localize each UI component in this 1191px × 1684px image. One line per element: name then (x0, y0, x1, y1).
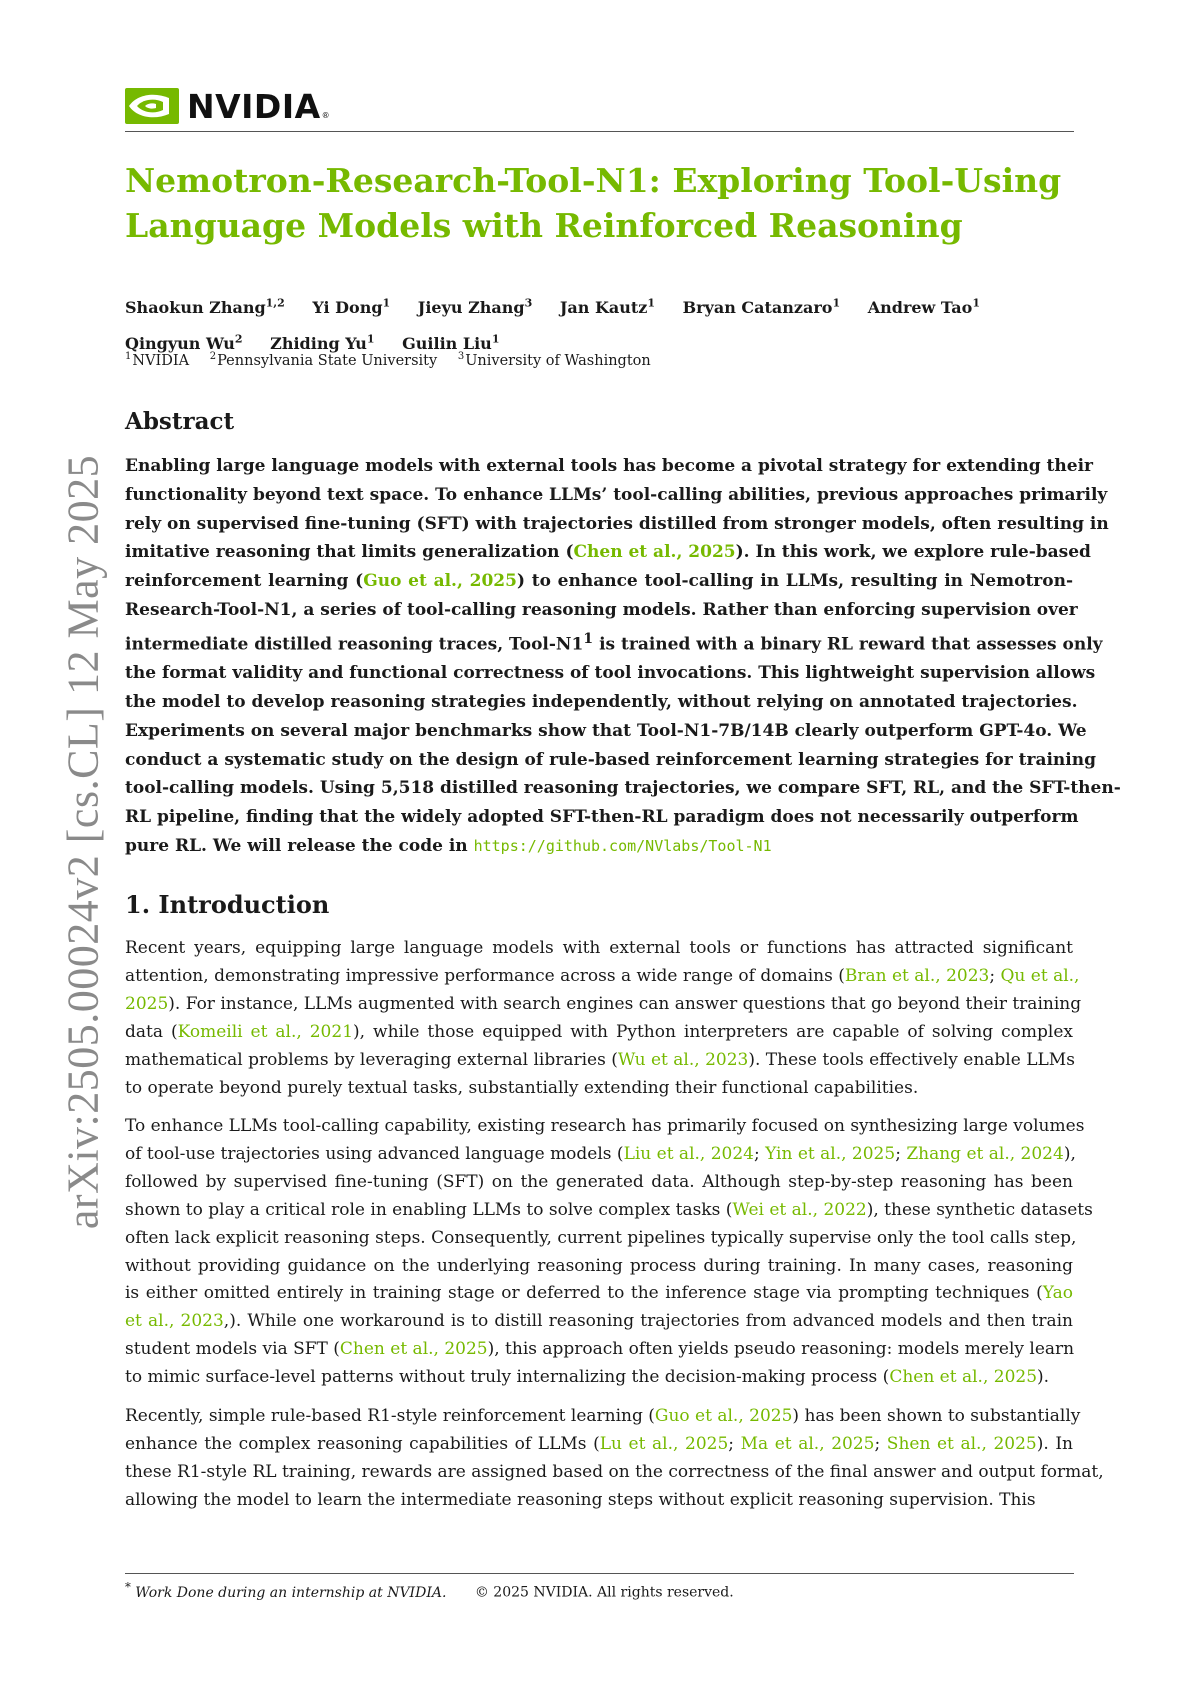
text-line: RL pipeline, finding that the widely adopted SFT-then-RL paradigm does not necessarily outperform (125, 807, 1079, 828)
author: Andrew Tao$^1$ (867, 297, 980, 318)
text-line: followed by supervised fine-tuning (SFT) on the generated data. Although step-by-step reasoning has been (125, 1171, 1073, 1192)
text-line: the model to develop reasoning strategies independently, without relying on annotated trajectories. (125, 692, 1078, 713)
text-line: conduct a systematic study on the design of rule-based reinforcement learning strategies for training (125, 749, 1096, 770)
citation-link[interactable]: Qu et al., (1000, 965, 1080, 986)
citation-link[interactable]: Komeili et al., 2021 (177, 1021, 354, 1042)
citation-link[interactable]: 2025 (125, 993, 169, 1014)
author-list (125, 288, 1075, 359)
text-line (125, 1141, 1076, 1169)
text-line (125, 1047, 1073, 1075)
introduction-paragraph-2 (125, 1113, 1093, 1392)
author: Yi Dong$^1$ (312, 297, 391, 318)
text-line (125, 1308, 1073, 1336)
header-rule (125, 131, 1074, 132)
text-line: Recent years, equipping large language models with external tools or functions has attracted significant (125, 938, 1073, 958)
author: Jan Kautz$^1$ (559, 297, 656, 318)
text-line: allowing the model to learn the intermediate reasoning steps without explicit reasoning supervision. This (125, 1489, 1036, 1510)
paper-title (125, 158, 1065, 248)
text-line: tool-calling models. Using 5,518 distilled reasoning trajectories, we compare SFT, RL, and the SFT-then- (125, 778, 1121, 799)
text-segment: ), (1063, 1143, 1076, 1164)
author-row-1 (125, 288, 1075, 323)
text-segment: Recently, simple rule-based R1-style reinforcement learning ( (125, 1406, 655, 1426)
text-line (125, 1019, 1073, 1047)
text-line: the format validity and functional correctness of tool invocations. This lightweight supervision allows (125, 663, 1096, 684)
author: Jieyu Zhang$^3$ (417, 297, 533, 318)
text-segment: pure RL. We will release the code in (125, 836, 474, 857)
author: Shaokun Zhang$^{1,2}$ (125, 297, 285, 318)
citation-link[interactable]: Guo et al., 2025 (363, 571, 517, 592)
citation-link[interactable]: Wu et al., 2023 (617, 1049, 749, 1070)
text-line: these R1-style RL training, rewards are assigned based on the correctness of the final answer and output format, (125, 1461, 1104, 1482)
text-segment: ). These tools effectively enable LLMs (748, 1049, 1075, 1070)
text-line (125, 991, 1082, 1019)
text-line (125, 1364, 1073, 1392)
nvidia-wordmark: NVIDIA® (187, 86, 331, 126)
citation-link[interactable]: Chen et al., 2025 (889, 1367, 1038, 1388)
text-line (125, 1280, 1073, 1308)
citation-link[interactable]: Guo et al., 2025 (654, 1406, 793, 1426)
footnote-rule (125, 1573, 1074, 1574)
text-line (125, 567, 1073, 596)
abstract-heading: Abstract (125, 408, 235, 435)
text-segment: ). For instance, LLMs augmented with search engines can answer questions that go beyond their training (168, 993, 1082, 1014)
title-line-1: Nemotron-Research-Tool-N1: Exploring Tool-Using (125, 161, 1062, 200)
citation-link[interactable]: Lu et al., 2025 (599, 1433, 729, 1454)
introduction-paragraph-1 (125, 935, 1082, 1102)
footnote (125, 1580, 734, 1601)
text-segment: student models via SFT ( (125, 1339, 340, 1360)
text-line (125, 625, 1103, 659)
footnote-mark: * (125, 1580, 131, 1594)
introduction-paragraph-3 (125, 1403, 1104, 1515)
author: Qingyun Wu$^2$ (125, 332, 243, 353)
citation-link[interactable]: Yao (1042, 1283, 1073, 1304)
footnote-ref[interactable]: 1 (583, 630, 594, 647)
code-link[interactable]: https://github.com/NVlabs/Tool-N1 (473, 837, 772, 856)
text-segment: imitative reasoning that limits generalization ( (125, 542, 574, 563)
citation-link[interactable]: Chen et al., 2025 (339, 1339, 488, 1360)
text-segment: ; (895, 1143, 907, 1164)
text-segment: ), these synthetic datasets (866, 1199, 1093, 1220)
text-segment: ), while those equipped with Python interpreters are capable of solving complex (353, 1021, 1073, 1042)
text-line (125, 963, 1080, 991)
citation-link[interactable]: Chen et al., 2025 (573, 542, 736, 563)
text-segment: ,). While one workaround is to distill reasoning trajectories from advanced models and then train (223, 1311, 1074, 1332)
text-line: without providing guidance on the underlying reasoning process during training. In many cases, reasoning (125, 1255, 1073, 1276)
text-segment: data ( (125, 1021, 178, 1042)
footnote-text: Work Done during an internship at NVIDIA. (135, 1584, 447, 1601)
citation-link[interactable]: Shen et al., 2025 (886, 1433, 1037, 1454)
copyright-notice: © 2025 NVIDIA. All rights reserved. (474, 1584, 734, 1601)
text-segment: ; (989, 965, 1001, 986)
text-line: often lack explicit reasoning steps. Consequently, current pipelines typically supervise only the tool calls step, (125, 1227, 1077, 1248)
text-segment: ; (753, 1143, 766, 1164)
arxiv-stamp: arXiv:2505.00024v2 [cs.CL] 12 May 2025 (58, 454, 108, 1230)
title-line-2: Language Models with Reinforced Reasoning (125, 206, 963, 245)
nvidia-eye-icon (125, 88, 179, 124)
text-line: Enabling large language models with external tools has become a pivotal strategy for extending their (125, 456, 1093, 476)
text-segment: ) to enhance tool-calling in LLMs, resulting in Nemotron- (516, 571, 1074, 592)
text-segment: shown to play a critical role in enabling LLMs to solve complex tasks ( (125, 1199, 733, 1220)
author: Guilin Liu$^1$ (402, 332, 500, 353)
text-segment: ), this approach often yields pseudo reasoning: models merely learn (487, 1339, 1075, 1360)
text-line (125, 832, 1073, 861)
text-line (125, 1336, 1073, 1364)
text-segment: mathematical problems by leveraging external libraries ( (125, 1049, 618, 1070)
text-segment: of tool-use trajectories using advanced language models ( (125, 1143, 624, 1164)
text-segment: ). In (1036, 1433, 1074, 1454)
text-segment: to mimic surface-level patterns without truly internalizing the decision-making process ( (125, 1367, 890, 1388)
text-line (125, 538, 1091, 567)
text-line: rely on supervised fine-tuning (SFT) with trajectories distilled from stronger models, often resulting in (125, 513, 1109, 534)
affiliations (125, 351, 667, 369)
author: Bryan Catanzaro$^1$ (682, 297, 841, 318)
text-segment: enhance the complex reasoning capabilities of LLMs ( (125, 1433, 600, 1454)
citation-link[interactable]: Wei et al., 2022 (732, 1199, 867, 1220)
text-segment: ). (1037, 1367, 1050, 1388)
text-segment: ). In this work, we explore rule-based (735, 542, 1091, 563)
text-segment: ) has been shown to substantially (792, 1406, 1081, 1426)
citation-link[interactable]: Ma et al., 2025 (740, 1433, 875, 1454)
text-segment: ; (728, 1433, 741, 1454)
citation-link[interactable]: et al., 2023 (125, 1311, 224, 1332)
citation-link[interactable]: Liu et al., 2024 (623, 1143, 754, 1164)
text-line: functionality beyond text space. To enhance LLMs’ tool-calling abilities, previous approaches primarily (125, 484, 1108, 505)
nvidia-logo (125, 86, 330, 126)
introduction-heading: 1. Introduction (125, 890, 330, 919)
text-segment: attention, demonstrating impressive performance across a wide range of domains ( (125, 965, 845, 986)
affiliation: $^3$University of Washington (457, 351, 651, 369)
text-line: Research-Tool-N1, a series of tool-calling reasoning models. Rather than enforcing supervision over (125, 599, 1078, 620)
text-line (125, 1197, 1093, 1225)
text-segment: is either omitted entirely in training stage or deferred to the inference stage via prompting techniques ( (125, 1283, 1043, 1304)
text-segment: intermediate distilled reasoning traces, Tool-N1 (125, 634, 584, 655)
text-segment: is trained with a binary RL reward that assesses only (593, 634, 1103, 655)
text-line (125, 1431, 1073, 1459)
text-line: to operate beyond purely textual tasks, substantially extending their functional capabilities. (125, 1077, 919, 1098)
text-line (125, 1403, 1081, 1431)
text-segment: ; (874, 1433, 887, 1454)
author: Zhiding Yu$^1$ (270, 332, 375, 353)
text-segment: reinforcement learning ( (125, 571, 364, 592)
affiliation: $^1$NVIDIA (125, 351, 190, 369)
text-line: To enhance LLMs tool-calling capability, existing research has primarily focused on synthesizing large volumes (125, 1116, 1085, 1136)
citation-link[interactable]: Bran et al., 2023 (844, 965, 990, 986)
citation-link[interactable]: Zhang et al., 2024 (906, 1143, 1064, 1164)
abstract-body (125, 452, 1121, 861)
affiliation: $^2$Pennsylvania State University (209, 351, 438, 369)
citation-link[interactable]: Yin et al., 2025 (765, 1143, 896, 1164)
text-line: Experiments on several major benchmarks show that Tool-N1-7B/14B clearly outperform GPT-4o. We (125, 720, 1087, 741)
